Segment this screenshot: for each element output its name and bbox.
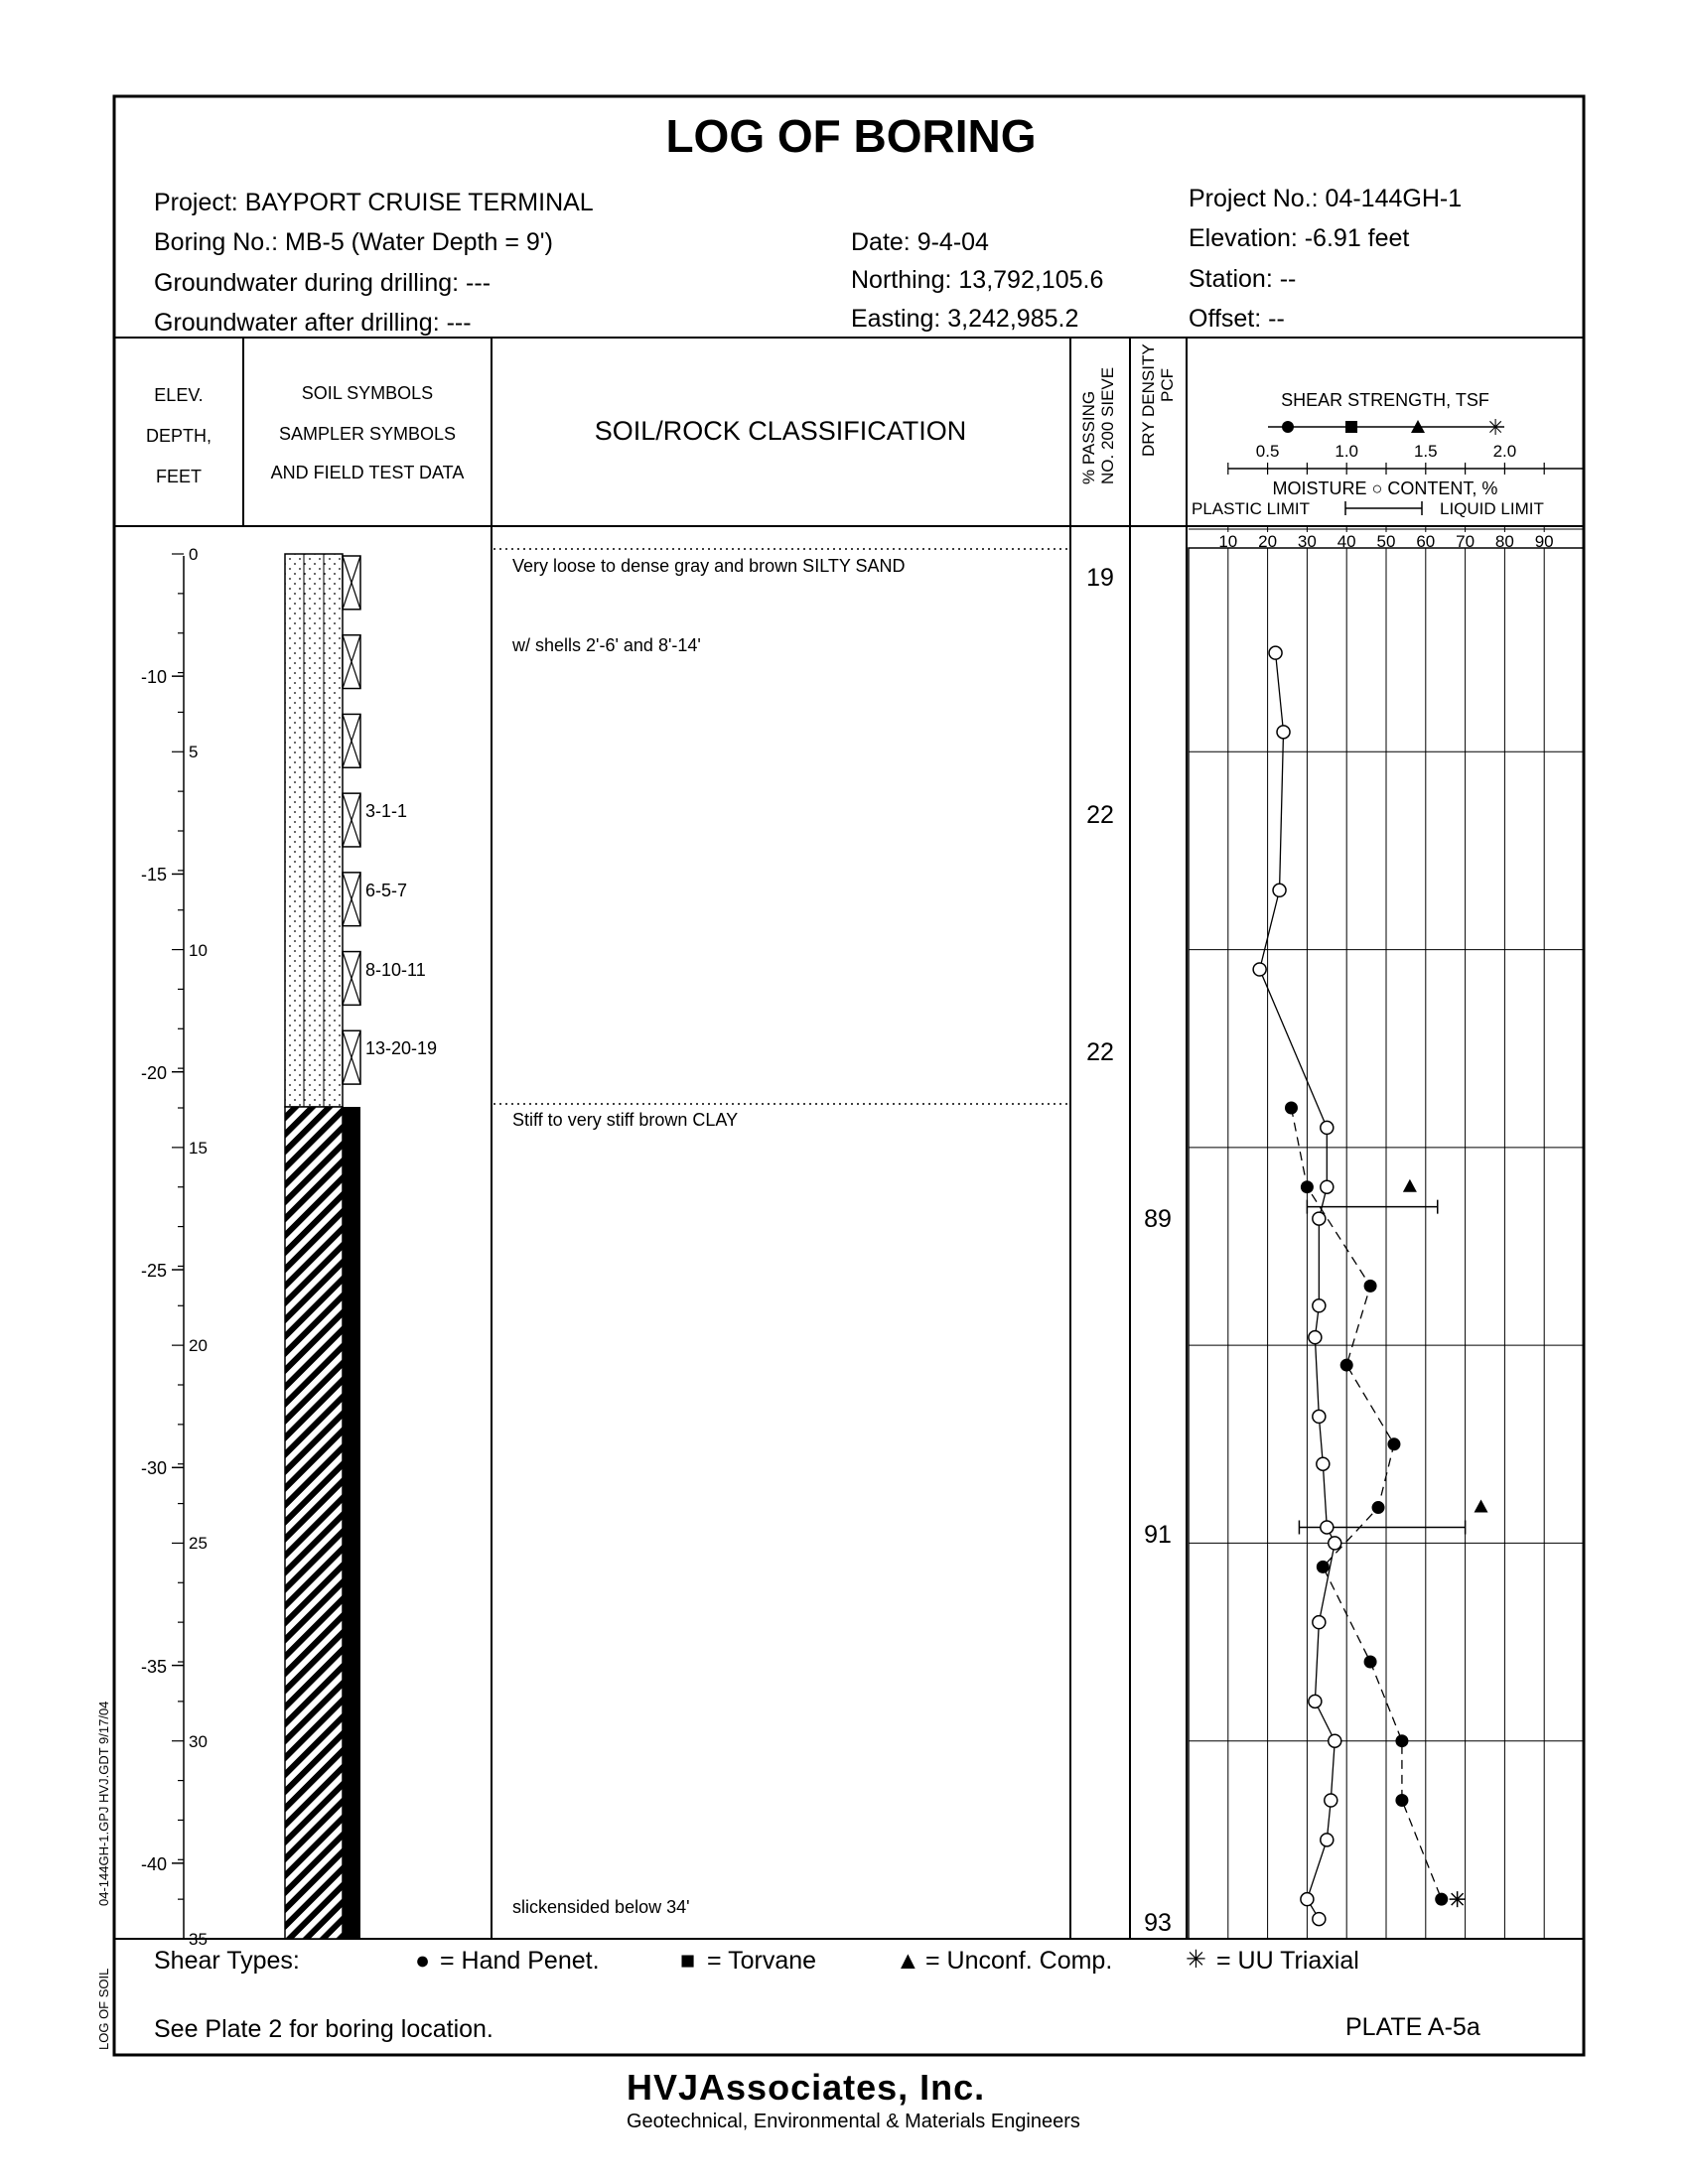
chart-grid bbox=[1228, 526, 1544, 1939]
elev-label: -30 bbox=[140, 1458, 167, 1479]
col-passing-label-1: % PASSING bbox=[1079, 390, 1098, 484]
shear-legend-hand-icon bbox=[1282, 421, 1294, 433]
legend-torvane: = Torvane bbox=[707, 1947, 817, 1975]
sampler-symbol bbox=[343, 952, 360, 1006]
elev-label: -35 bbox=[140, 1656, 167, 1677]
moisture-point bbox=[1313, 1410, 1326, 1423]
offset: Offset: -- bbox=[1189, 305, 1285, 333]
col-soil-symbols-label: SOIL SYMBOLS bbox=[301, 383, 434, 403]
sampler-symbol bbox=[343, 714, 360, 767]
dry-density-value: 93 bbox=[1144, 1909, 1172, 1938]
elev-label: -25 bbox=[140, 1261, 167, 1282]
legend-hand-icon: ● bbox=[415, 1947, 431, 1975]
moisture-point bbox=[1321, 1121, 1334, 1134]
moisture-point bbox=[1313, 1913, 1326, 1926]
stratum-description: Very loose to dense gray and brown SILTY SAND bbox=[512, 556, 906, 576]
legend-uu-triaxial: = UU Triaxial bbox=[1216, 1947, 1359, 1975]
plastic-limit-label: PLASTIC LIMIT bbox=[1192, 499, 1311, 518]
sampler-symbol bbox=[343, 873, 360, 926]
moisture-point bbox=[1317, 1457, 1330, 1470]
hand-penet-point bbox=[1364, 1280, 1377, 1293]
moisture-point bbox=[1277, 726, 1290, 739]
moisture-point bbox=[1253, 963, 1266, 976]
legend-hand-penet: = Hand Penet. bbox=[440, 1947, 600, 1975]
blow-count: 3-1-1 bbox=[365, 801, 408, 822]
passing-value: 22 bbox=[1086, 801, 1114, 830]
boring-number: Boring No.: MB-5 (Water Depth = 9') bbox=[154, 228, 553, 256]
moisture-point bbox=[1321, 1180, 1334, 1193]
moisture-tick-label: 30 bbox=[1297, 532, 1317, 551]
chart-marks bbox=[1253, 646, 1487, 1925]
col-classification-label: SOIL/ROCK CLASSIFICATION bbox=[594, 416, 967, 446]
shear-legend-uu-icon: ✳ bbox=[1486, 416, 1505, 441]
moisture-tick-label: 50 bbox=[1376, 532, 1396, 551]
sampler-symbol bbox=[343, 556, 360, 610]
groundwater-during: Groundwater during drilling: --- bbox=[154, 269, 492, 297]
hand-penet-point bbox=[1285, 1102, 1298, 1115]
hand-penet-point bbox=[1387, 1437, 1400, 1450]
moisture-point bbox=[1321, 1521, 1334, 1534]
hand-penet-point bbox=[1395, 1794, 1408, 1807]
hand-penet-point bbox=[1301, 1180, 1314, 1193]
sampler-symbol bbox=[343, 1030, 360, 1084]
moisture-content-title: MOISTURE ○ CONTENT, % bbox=[1272, 478, 1498, 498]
col-field-test-label: AND FIELD TEST DATA bbox=[270, 463, 465, 482]
hand-penet-point bbox=[1317, 1561, 1330, 1573]
footer-note: See Plate 2 for boring location. bbox=[154, 2015, 493, 2043]
project-name: Project: BAYPORT CRUISE TERMINAL bbox=[154, 189, 594, 216]
moisture-point bbox=[1325, 1794, 1337, 1807]
depth-label: 10 bbox=[189, 940, 208, 960]
blow-count: 6-5-7 bbox=[365, 880, 408, 900]
moisture-point bbox=[1329, 1537, 1341, 1550]
liquid-limit-label: LIQUID LIMIT bbox=[1440, 499, 1544, 518]
moisture-tick-label: 60 bbox=[1416, 532, 1436, 551]
side-label: LOG OF SOIL bbox=[96, 1968, 111, 2050]
shear-strength-title: SHEAR STRENGTH, TSF bbox=[1281, 390, 1489, 410]
moisture-tick-label: 10 bbox=[1218, 532, 1238, 551]
moisture-line bbox=[1260, 653, 1336, 1919]
col-sampler-symbols-label: SAMPLER SYMBOLS bbox=[278, 424, 457, 444]
dry-density-value: 89 bbox=[1144, 1204, 1172, 1233]
boring-date: Date: 9-4-04 bbox=[851, 228, 989, 256]
shear-tick-label: 1.5 bbox=[1413, 442, 1438, 461]
northing: Northing: 13,792,105.6 bbox=[851, 266, 1104, 294]
blow-count: 8-10-11 bbox=[365, 959, 426, 980]
hand-penet-point bbox=[1395, 1734, 1408, 1747]
col-feet-label: FEET bbox=[155, 467, 203, 486]
legend-uu-icon: ✳ bbox=[1186, 1945, 1206, 1974]
elev-label: -20 bbox=[140, 1062, 167, 1083]
depth-minor-ticks bbox=[172, 554, 184, 1939]
shear-tick-label: 0.5 bbox=[1255, 442, 1280, 461]
moisture-point bbox=[1329, 1734, 1341, 1747]
moisture-tick-label: 40 bbox=[1336, 532, 1356, 551]
moisture-point bbox=[1309, 1695, 1322, 1707]
clay-column-edge bbox=[343, 1107, 360, 1939]
depth-label: 0 bbox=[189, 545, 199, 564]
moisture-point bbox=[1313, 1299, 1326, 1312]
blow-count: 13-20-19 bbox=[365, 1038, 438, 1059]
unconf-comp-point bbox=[1403, 1179, 1417, 1192]
moisture-point bbox=[1273, 884, 1286, 896]
moisture-point bbox=[1301, 1893, 1314, 1906]
depth-label: 25 bbox=[189, 1534, 208, 1554]
elev-label: -40 bbox=[140, 1853, 167, 1874]
legend-torvane-icon: ■ bbox=[680, 1947, 696, 1975]
moisture-tick-label: 70 bbox=[1456, 532, 1476, 551]
legend-label: Shear Types: bbox=[154, 1947, 300, 1975]
passing-value: 22 bbox=[1086, 1038, 1114, 1067]
clay-column bbox=[285, 1107, 343, 1939]
easting: Easting: 3,242,985.2 bbox=[851, 305, 1079, 333]
col-depth-label: DEPTH, bbox=[145, 426, 212, 446]
sampler-symbol bbox=[343, 793, 360, 847]
legend-unconf-icon: ▲ bbox=[896, 1947, 920, 1975]
passing-value: 19 bbox=[1086, 563, 1114, 592]
groundwater-after: Groundwater after drilling: --- bbox=[154, 309, 472, 337]
legend-unconf-comp: = Unconf. Comp. bbox=[925, 1947, 1113, 1975]
side-file-label: 04-144GH-1.GPJ HVJ.GDT 9/17/04 bbox=[96, 1701, 111, 1906]
moisture-point bbox=[1309, 1331, 1322, 1344]
moisture-point bbox=[1269, 646, 1282, 659]
unconf-comp-point bbox=[1475, 1500, 1488, 1513]
station: Station: -- bbox=[1189, 265, 1297, 293]
col-density-label-1: DRY DENSITY bbox=[1139, 343, 1158, 457]
moisture-tick-label: 20 bbox=[1258, 532, 1278, 551]
shear-line bbox=[1291, 1108, 1441, 1899]
depth-label: 20 bbox=[189, 1336, 208, 1356]
elevation: Elevation: -6.91 feet bbox=[1189, 224, 1410, 252]
page-title: LOG OF BORING bbox=[665, 110, 1037, 162]
hand-penet-point bbox=[1372, 1501, 1385, 1514]
dry-density-value: 91 bbox=[1144, 1521, 1172, 1550]
uu-triaxial-point bbox=[1450, 1891, 1466, 1907]
hand-penet-point bbox=[1435, 1893, 1448, 1906]
project-number: Project No.: 04-144GH-1 bbox=[1189, 185, 1463, 212]
col-density-label-2: PCF bbox=[1158, 368, 1177, 402]
depth-label: 30 bbox=[189, 1731, 208, 1751]
elev-label: -15 bbox=[140, 865, 167, 886]
company-subtitle: Geotechnical, Environmental & Materials Engineers bbox=[627, 2111, 1080, 2132]
moisture-tick-label: 80 bbox=[1494, 532, 1514, 551]
sampler-symbol bbox=[343, 635, 360, 689]
moisture-point bbox=[1313, 1212, 1326, 1225]
shear-tick-label: 2.0 bbox=[1492, 442, 1517, 461]
col-elev-label: ELEV. bbox=[154, 385, 204, 405]
elev-label: -10 bbox=[140, 667, 167, 688]
company-name: HVJAssociates, Inc. bbox=[627, 2067, 986, 2108]
shear-legend-torvane-icon bbox=[1345, 421, 1357, 433]
moisture-point bbox=[1313, 1616, 1326, 1629]
col-passing-label-2: NO. 200 SIEVE bbox=[1098, 366, 1117, 484]
stratum-note: w/ shells 2'-6' and 8'-14' bbox=[512, 634, 701, 655]
silty-sand-column bbox=[285, 554, 343, 1107]
shear-tick-label: 1.0 bbox=[1335, 442, 1359, 461]
depth-label: 35 bbox=[189, 1930, 208, 1949]
sampler-symbols bbox=[343, 556, 360, 1084]
moisture-tick-label: 90 bbox=[1534, 532, 1554, 551]
depth-label: 5 bbox=[189, 743, 199, 762]
hand-penet-point bbox=[1340, 1359, 1353, 1372]
stratum-description: Stiff to very stiff brown CLAY bbox=[512, 1110, 739, 1130]
atterberg-limit-bar bbox=[1307, 1200, 1437, 1214]
moisture-point bbox=[1321, 1834, 1334, 1846]
plate-number: PLATE A-5a bbox=[1345, 2013, 1480, 2041]
depth-label: 15 bbox=[189, 1138, 208, 1158]
hand-penet-point bbox=[1364, 1656, 1377, 1669]
stratum-note: slickensided below 34' bbox=[512, 1897, 690, 1918]
